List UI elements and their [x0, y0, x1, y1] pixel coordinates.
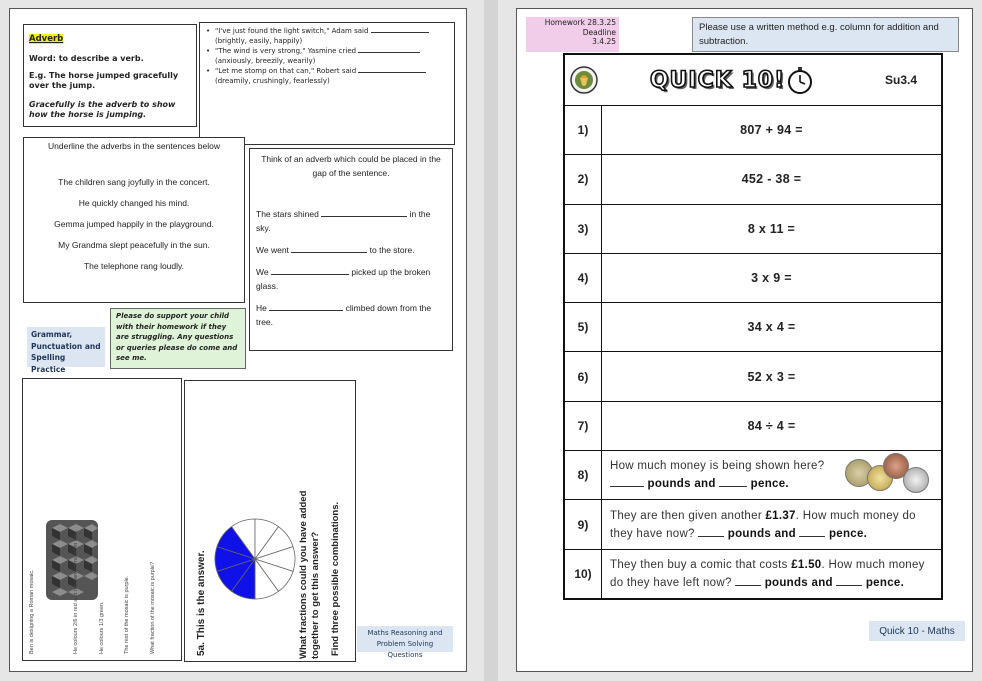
question-text: 807 + 94 = — [740, 123, 803, 138]
mosaic-question-box — [22, 378, 182, 661]
quick-ten-header — [565, 55, 941, 105]
gps-label: Grammar, Punctuation and Spelling Practice — [27, 327, 105, 367]
sentence: He quickly changed his mind. — [78, 198, 190, 208]
homework-date: Homework 28.3.25 — [544, 18, 616, 27]
mosaic-line-4: The rest of the mosaic is purple. — [124, 575, 130, 654]
question-text: 452 - 38 = — [741, 172, 802, 187]
sentence: The children sang joyfully in the concert. — [58, 177, 210, 187]
fraction-pie-chart — [213, 517, 297, 601]
question-text: They are then given another £1.37. How much money do they have now? pounds and pence. — [610, 509, 916, 540]
question-number: 10) — [565, 550, 602, 598]
question-row-6 — [565, 351, 941, 400]
quotes-box — [199, 22, 455, 145]
gap-sentence: The stars shined in the sky. — [256, 209, 431, 233]
adverb-example: E.g. The horse jumped gracefully over the jump. — [29, 70, 179, 90]
question-number: 6) — [565, 352, 602, 400]
question-row-10 — [565, 549, 941, 598]
question-text: 34 x 4 = — [747, 320, 796, 335]
answer-prompt: 5a. This is the answer. — [196, 550, 207, 656]
question-text: 84 ÷ 4 = — [747, 418, 796, 433]
acorn-badge-icon — [570, 66, 598, 94]
question-number: 5) — [565, 303, 602, 351]
quick-ten-logo: QUICK 10! — [649, 67, 786, 93]
question-text: 52 x 3 = — [747, 369, 796, 384]
adverb-title: Adverb — [29, 34, 64, 44]
question-text: 8 x 11 = — [747, 221, 796, 236]
coin-icon — [903, 467, 929, 493]
reasoning-label: Maths Reasoning and Problem Solving Questions — [357, 626, 453, 652]
question-row-3 — [565, 204, 941, 253]
gap-sentence: We picked up the broken glass. — [256, 267, 431, 291]
question-row-7 — [565, 401, 941, 450]
sentence: The telephone rang loudly. — [83, 261, 185, 271]
logo-badge — [565, 66, 602, 94]
question-text: They then buy a comic that costs £1.50. How much money do they have left now? pounds and pence. — [610, 558, 925, 589]
question-number: 2) — [565, 155, 602, 203]
fraction-question-box — [184, 380, 356, 662]
question-row-9 — [565, 499, 941, 548]
question-text: 3 x 9 = — [751, 271, 792, 286]
right-worksheet-page — [516, 8, 973, 672]
question-number: 4) — [565, 254, 602, 302]
sentence: My Grandma slept peacefully in the sun. — [58, 240, 210, 250]
question-number: 8) — [565, 451, 602, 499]
question-number: 9) — [565, 500, 602, 548]
page-gutter — [484, 0, 498, 681]
question-row-2 — [565, 154, 941, 203]
question-number: 7) — [565, 402, 602, 450]
stopwatch-icon — [787, 66, 813, 94]
adverb-explanation: Gracefully is the adverb to show how the horse is jumping. — [29, 99, 176, 119]
mosaic-line-5: What fraction of the mosaic is purple? — [150, 561, 156, 654]
underline-sentences — [30, 177, 238, 271]
quote-item: • "The wind is very strong," Yasmine cried (anxiously, breezily, wearily) — [206, 47, 448, 66]
question-number: 3) — [565, 205, 602, 253]
mosaic-line-3: He colours 1/3 green. — [99, 601, 105, 654]
question-number: 1) — [565, 106, 602, 154]
fraction-question: What fractions could you have added together to get this answer? — [298, 490, 321, 659]
quick-ten-table — [563, 53, 943, 600]
gap-fill-box — [249, 148, 453, 351]
underline-adverbs-box — [23, 137, 245, 303]
sentence: Gemma jumped happily in the playground. — [54, 219, 214, 229]
support-note: Please do support your child with their homework if they are struggling. Any questions or queries please do come and see me. — [110, 308, 246, 369]
quote-item: • "I've just found the light switch," Adam said (brightly, easily, happily) — [206, 27, 448, 46]
question-row-1 — [565, 105, 941, 154]
question-row-4 — [565, 253, 941, 302]
adverb-definition: Word: to describe a verb. — [29, 54, 144, 63]
underline-title: Underline the adverbs in the sentences below — [48, 141, 220, 151]
quotes-list — [206, 27, 448, 86]
question-text: How much money is being shown here? pounds and pence. — [602, 451, 941, 499]
quote-item: • "Let me stomp on that can," Robert said (dreamily, crushingly, fearlessly) — [206, 67, 448, 86]
gap-title: Think of an adverb which could be placed in the gap of the sentence. — [261, 154, 441, 178]
coins-image — [845, 453, 937, 497]
sheet-code: Su3.4 — [884, 73, 917, 87]
fraction-task: Find three possible combinations. — [330, 501, 341, 656]
adverb-definition-box — [23, 24, 197, 127]
question-row-5 — [565, 302, 941, 351]
written-method-note: Please use a written method e.g. column for addition and subtraction. — [692, 17, 959, 52]
gap-sentence: We went to the store. — [256, 245, 415, 255]
gap-sentence: He climbed down from the tree. — [256, 303, 432, 327]
deadline-date: 3.4.25 — [592, 37, 616, 46]
mosaic-line-1: Ben is designing a Roman mosaic. — [29, 569, 35, 654]
question-row-8 — [565, 450, 941, 499]
left-worksheet-page — [9, 8, 467, 672]
logo-area — [602, 66, 861, 94]
mosaic-line-2: He colours 2/6 in red and the same amount in blue. — [73, 529, 79, 654]
homework-tag — [526, 17, 619, 52]
deadline-label: Deadline — [582, 27, 616, 37]
quick-ten-footer: Quick 10 - Maths — [869, 621, 965, 641]
